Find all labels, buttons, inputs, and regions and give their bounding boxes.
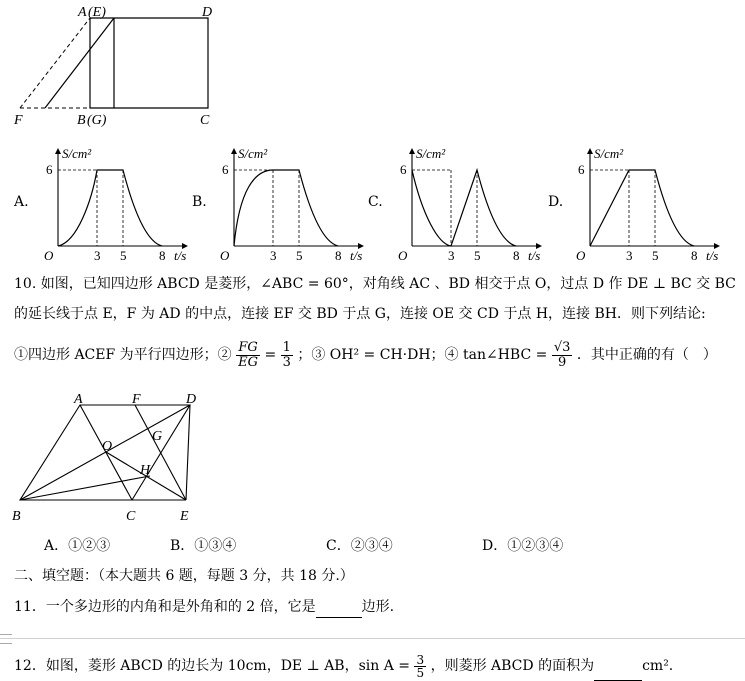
page-separator — [0, 638, 745, 639]
separator-marker — [0, 634, 12, 644]
origin-label: O — [220, 248, 230, 263]
x-tick-3: 3 — [448, 248, 455, 263]
y-tick-6: 6 — [578, 162, 585, 177]
q10-fraction-sqrt3-9: $\frac{√3}{9}$ — [553, 339, 571, 370]
x-tick-5: 5 — [652, 248, 659, 263]
q11-text-after: 边形. — [361, 599, 395, 615]
y-tick-6: 6 — [222, 162, 229, 177]
q12-answer-blank[interactable] — [594, 652, 642, 681]
label-A: A — [78, 5, 87, 20]
q10-choice-a[interactable]: A．①②③ — [44, 538, 111, 554]
q10-line3 — [14, 338, 717, 372]
origin-label: O — [398, 248, 408, 263]
fig10-label-O: O — [102, 439, 113, 454]
label-B: B — [77, 113, 86, 128]
q10-question-end: ．其中正确的有（ ） — [576, 347, 717, 363]
q10-choice-d[interactable]: D．①②③④ — [482, 538, 564, 554]
fig10-label-E: E — [180, 509, 189, 524]
label-D: D — [202, 5, 213, 20]
q12-fraction-three-fifths: $\frac{3}{5}$ — [416, 652, 425, 680]
fig10-label-H: H — [140, 463, 151, 478]
x-tick-8: 8 — [513, 248, 520, 263]
y-axis-arrow — [55, 148, 61, 154]
y-axis-arrow — [231, 148, 237, 154]
top-rectangle-figure — [0, 0, 230, 130]
rhombus-figure — [0, 390, 220, 530]
fig10-label-G: G — [152, 429, 163, 444]
y-tick-6: 6 — [400, 162, 407, 177]
q11 — [14, 597, 394, 618]
y-axis-arrow — [587, 148, 593, 154]
option-letter-d: D. — [548, 194, 564, 210]
q10-line2: 的延长线于点 E，F 为 AD 的中点，连接 EF 交 BD 于点 G，连接 OE 交 CD 于点 H，连接 BH．则下列结论: — [14, 306, 706, 322]
q10-eq: = — [264, 347, 277, 363]
y-axis-label: S/cm² — [238, 146, 268, 161]
graph-d — [570, 142, 730, 266]
q12 — [14, 652, 673, 681]
x-tick-8: 8 — [159, 248, 166, 263]
q12-text-middle: ，则菱形 ABCD 的面积为 — [430, 658, 595, 674]
x-axis-label: t/s — [174, 248, 187, 263]
y-tick-6: 6 — [46, 162, 53, 177]
x-tick-3: 3 — [626, 248, 633, 263]
graph-curve — [412, 170, 516, 246]
y-axis-label: S/cm² — [594, 146, 624, 161]
label-E: (E) — [88, 5, 106, 20]
label-C: C — [200, 113, 210, 128]
origin-label: O — [576, 248, 586, 263]
q10-line1: 10. 如图，已知四边形 ABCD 是菱形，∠ABC = 60°，对角线 AC 、BD 相交于点 O，过点 D 作 DE ⊥ BC 交 BC — [14, 276, 736, 292]
x-tick-8: 8 — [691, 248, 698, 263]
y-axis-arrow — [409, 148, 415, 154]
q10-choice-b[interactable]: B．①③④ — [170, 538, 237, 554]
q11-text-before: 11．一个多边形的内角和是外角和的 2 倍，它是 — [14, 599, 316, 615]
section2-heading: 二、填空题：（本大题共 6 题，每题 3 分，共 18 分.） — [14, 568, 354, 584]
graph-c — [392, 142, 552, 266]
q10-conclusion-3-4: ；③ OH² = CH·DH；④ tan∠HBC = — [297, 347, 548, 363]
graph-b — [214, 142, 374, 266]
option-letter-b: B. — [192, 194, 207, 210]
q12-text-after: cm². — [642, 658, 674, 674]
y-axis-label: S/cm² — [416, 146, 446, 161]
x-tick-8: 8 — [335, 248, 342, 263]
y-axis-label: S/cm² — [62, 146, 92, 161]
label-F: F — [14, 113, 23, 128]
fig10-label-A: A — [74, 392, 83, 407]
q11-answer-blank[interactable] — [316, 597, 362, 618]
x-tick-3: 3 — [270, 248, 277, 263]
graph-curve — [590, 170, 694, 246]
q12-text-before: 12．如图，菱形 ABCD 的边长为 10cm，DE ⊥ AB，sin A = — [14, 658, 411, 674]
q10-fraction-fg-eg: $\frac{FG}{EG}$ — [238, 339, 258, 370]
fig10-label-D: D — [186, 392, 197, 407]
graph-a — [38, 142, 198, 266]
x-axis-label: t/s — [706, 248, 719, 263]
q10-choice-c[interactable]: C．②③④ — [326, 538, 393, 554]
fig10-label-F: F — [132, 392, 141, 407]
origin-label: O — [44, 248, 54, 263]
option-letter-a: A. — [14, 194, 29, 210]
x-tick-5: 5 — [120, 248, 127, 263]
q10-conclusion-1: ①四边形 ACEF 为平行四边形；② — [14, 347, 232, 363]
x-axis-label: t/s — [528, 248, 541, 263]
label-G: (G) — [87, 113, 107, 128]
graph-curve — [58, 170, 162, 246]
x-tick-3: 3 — [94, 248, 101, 263]
x-axis-label: t/s — [350, 248, 363, 263]
fig10-label-B: B — [12, 509, 21, 524]
x-tick-5: 5 — [296, 248, 303, 263]
option-letter-c: C. — [368, 194, 383, 210]
fig10-label-C: C — [126, 509, 136, 524]
graph-curve — [234, 170, 338, 246]
q10-fraction-one-third: $\frac{1}{3}$ — [282, 339, 291, 370]
x-tick-5: 5 — [474, 248, 481, 263]
